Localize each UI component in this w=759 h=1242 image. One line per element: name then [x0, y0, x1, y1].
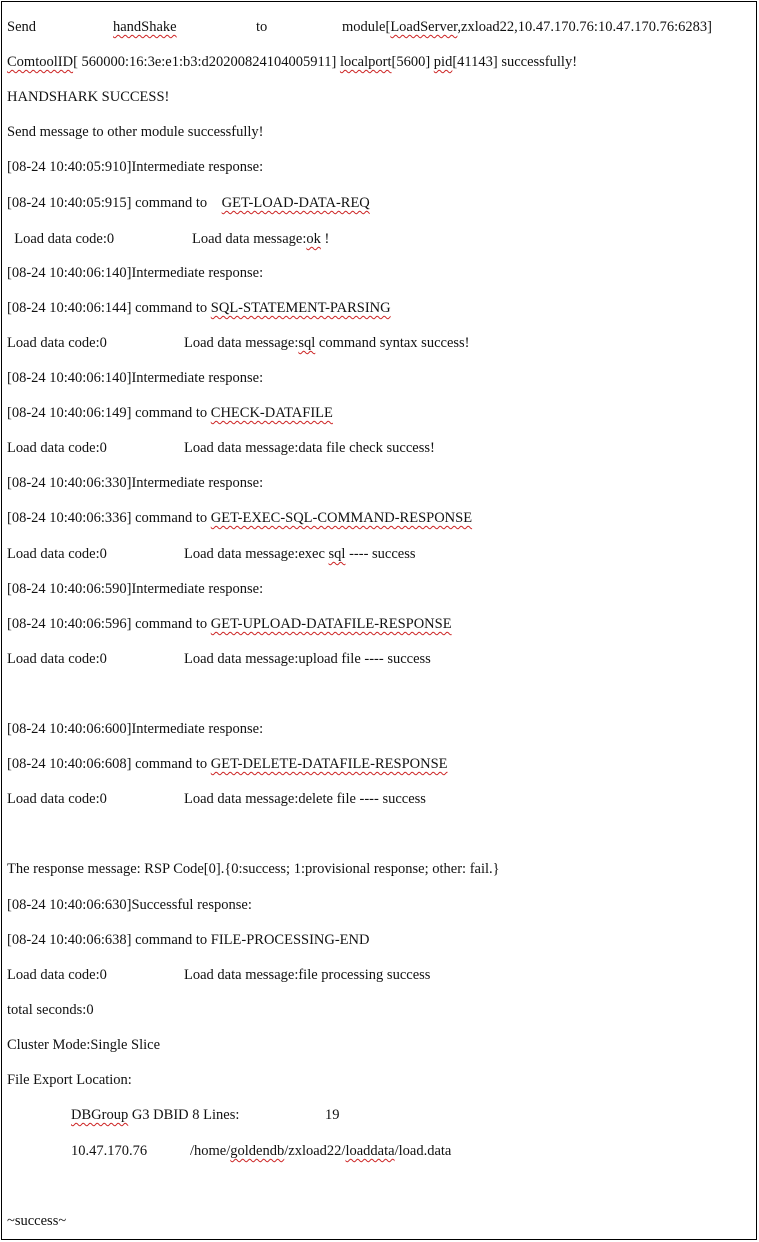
log-line-command: [7, 299, 391, 317]
log-line-intermediate: [08-24 10:40:06:330]Intermediate response:: [7, 475, 264, 491]
load-data-code: Load data code:0: [7, 791, 107, 807]
log-line-command: [7, 615, 452, 633]
log-line-handshake-success: HANDSHARK SUCCESS!: [7, 89, 170, 105]
log-text-part: [41143] successfully!: [452, 54, 578, 70]
log-text-part: module[: [342, 19, 391, 35]
log-line-handshake-send: [7, 18, 747, 36]
command-name: GET-EXEC-SQL-COMMAND-RESPONSE: [210, 510, 473, 526]
log-text-part: !: [320, 231, 330, 247]
log-text-flagged: LoadServer: [390, 19, 458, 35]
log-text-part: Load data message:: [192, 231, 307, 247]
log-text-part: G3 DBID 8 Lines:: [128, 1107, 240, 1123]
log-text-flagged: DBGroup: [71, 1107, 129, 1123]
load-data-code: Load data code:0: [7, 231, 115, 247]
log-text-part: Load data message:: [184, 335, 299, 351]
log-line-command: [08-24 10:40:06:638] command to FILE-PROCESSING-END: [7, 932, 370, 948]
command-name: GET-LOAD-DATA-REQ: [221, 195, 370, 211]
log-text-flagged: pid: [433, 54, 453, 70]
log-line-command: [7, 755, 448, 773]
log-line-intermediate: [08-24 10:40:06:590]Intermediate response:: [7, 581, 264, 597]
log-line-comtool-id: [7, 53, 577, 71]
log-text-part: [08-24 10:40:05:915] command to: [7, 195, 222, 211]
log-text-part: [08-24 10:40:06:596] command to: [7, 616, 211, 632]
log-text-flagged: ComtoolID: [7, 54, 74, 70]
log-line-intermediate: [08-24 10:40:06:600]Intermediate response:: [7, 721, 264, 737]
export-host: 10.47.170.76: [71, 1143, 148, 1159]
log-line-response-message: The response message: RSP Code[0].{0:success; 1:provisional response; other: fail.}: [7, 861, 500, 877]
log-line-export-path: [7, 1142, 747, 1160]
log-text-part: command syntax success!: [315, 335, 470, 351]
log-text-flagged: sql: [298, 335, 316, 351]
log-line-final-success: ~success~: [7, 1213, 67, 1229]
log-line-dbgroup: [7, 1106, 747, 1124]
log-text-part: [08-24 10:40:06:149] command to: [7, 405, 211, 421]
command-name: CHECK-DATAFILE: [210, 405, 333, 421]
log-line-cluster-mode: Cluster Mode:Single Slice: [7, 1037, 161, 1053]
load-data-code: Load data code:0: [7, 651, 107, 667]
log-line-send-message: Send message to other module successfully!: [7, 124, 264, 140]
log-text-flagged: loaddata: [345, 1143, 395, 1159]
log-line-load-data: [7, 439, 747, 457]
log-text-part: Load data message:exec: [184, 546, 329, 562]
log-text-part: [5600]: [391, 54, 434, 70]
log-line-total-seconds: total seconds:0: [7, 1002, 94, 1018]
load-data-message: [192, 230, 329, 248]
load-data-message: Load data message:file processing success: [184, 967, 431, 983]
load-data-code: Load data code:0: [7, 967, 107, 983]
command-name: GET-UPLOAD-DATAFILE-RESPONSE: [210, 616, 452, 632]
document-page: [1, 1, 757, 1240]
command-name: SQL-STATEMENT-PARSING: [210, 300, 391, 316]
export-path: [190, 1142, 451, 1160]
log-line-load-data: [7, 966, 747, 984]
log-text-flagged: sql: [328, 546, 346, 562]
log-line-load-data: [7, 650, 747, 668]
log-line-load-data: [7, 790, 747, 808]
log-text-part: /home/: [190, 1143, 231, 1159]
log-text-part: /load.data: [394, 1143, 452, 1159]
load-data-message: Load data message:upload file ---- success: [184, 651, 431, 667]
log-text-part: [ 560000:16:3e:e1:b3:d20200824104005911]: [73, 54, 340, 70]
log-line-load-data: [7, 334, 747, 352]
log-text-flagged: localport: [339, 54, 392, 70]
log-text: to: [256, 19, 268, 35]
log-line-successful-response: [08-24 10:40:06:630]Successful response:: [7, 897, 252, 913]
load-data-code: Load data code:0: [7, 546, 107, 562]
log-text: [342, 18, 712, 36]
load-data-message: Load data message:data file check success!: [184, 440, 435, 456]
log-text-part: ---- success: [345, 546, 416, 562]
log-text: Send: [7, 19, 36, 35]
log-line-load-data: [7, 230, 747, 248]
log-line-file-export-location: File Export Location:: [7, 1072, 132, 1088]
load-data-message: [184, 545, 416, 563]
log-text-part: ,zxload22,10.47.170.76:10.47.170.76:6283]: [457, 19, 712, 35]
load-data-message: [184, 334, 470, 352]
log-line-intermediate: [08-24 10:40:05:910]Intermediate response:: [7, 159, 264, 175]
log-text: [71, 1106, 239, 1124]
log-line-command: [7, 404, 333, 422]
log-line-intermediate: [08-24 10:40:06:140]Intermediate response:: [7, 265, 264, 281]
log-text-part: [08-24 10:40:06:144] command to: [7, 300, 211, 316]
log-line-command: [7, 509, 472, 527]
log-text-flagged: goldendb: [230, 1143, 285, 1159]
load-data-code: Load data code:0: [7, 335, 107, 351]
load-data-code: Load data code:0: [7, 440, 107, 456]
log-text-flagged: ok: [306, 231, 321, 247]
log-text-part: /zxload22/: [284, 1143, 346, 1159]
log-line-load-data: [7, 545, 747, 563]
log-text-part: [08-24 10:40:06:336] command to: [7, 510, 211, 526]
log-line-command: [7, 194, 370, 212]
log-text-part: [08-24 10:40:06:608] command to: [7, 756, 211, 772]
command-name: GET-DELETE-DATAFILE-RESPONSE: [210, 756, 448, 772]
load-data-message: Load data message:delete file ---- success: [184, 791, 426, 807]
log-text-flagged: handShake: [113, 19, 177, 35]
line-count: 19: [325, 1107, 340, 1123]
log-line-intermediate: [08-24 10:40:06:140]Intermediate response:: [7, 370, 264, 386]
